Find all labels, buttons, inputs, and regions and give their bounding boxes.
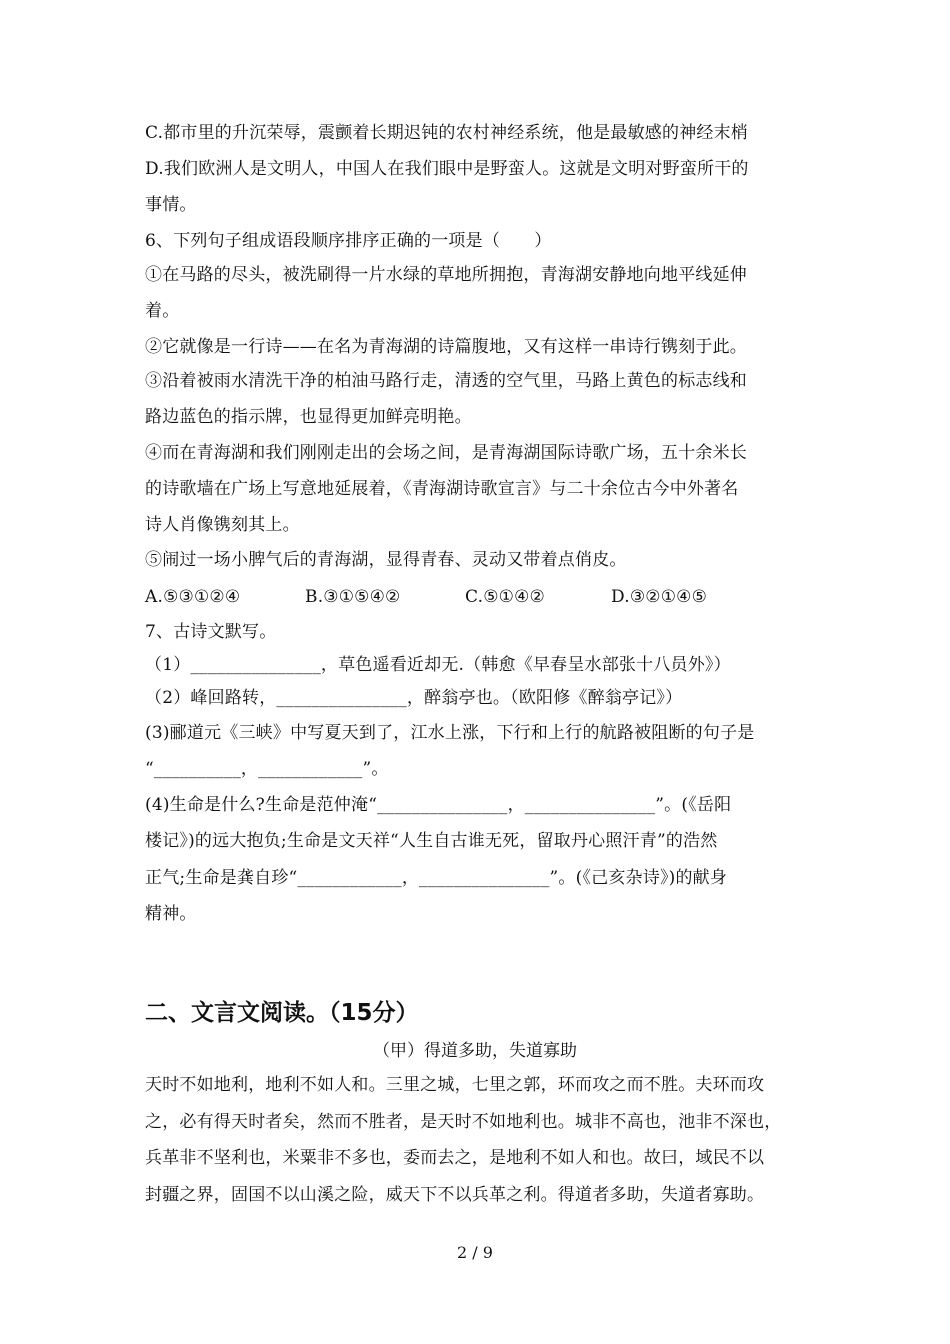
passage-title: （甲）得道多助，失道寡助 — [373, 1041, 577, 1061]
question-7-4-continuation-3: 精神。 — [145, 904, 197, 924]
sentence-4: ④而在青海湖和我们刚刚走出的会场之间，是青海湖国际诗歌广场，五十余米长 — [145, 443, 747, 463]
question-7-4-continuation-1: 楼记》)的远大抱负;生命是文天祥“人生自古谁无死，留取丹心照汗青”的浩然 — [145, 831, 718, 851]
option-d: D.③②①④⑤ — [611, 587, 708, 607]
section-title: 二、文言文阅读。（15分） — [145, 1000, 419, 1026]
question-7-title: 7、古诗文默写。 — [145, 622, 277, 642]
sentence-5: ⑤闹过一场小脾气后的青海湖，显得青春、灵动又带着点俏皮。 — [145, 550, 627, 570]
page-number: 2 / 9 — [457, 1243, 493, 1262]
question-7-1: （1）_______________，草色遥看近却无.（韩愈《早春呈水部张十八员外》） — [145, 655, 731, 675]
question-7-3-blanks: “__________，____________”。 — [145, 759, 389, 779]
passage-line-1: 天时不如地利，地利不如人和。三里之城，七里之郭，环而攻之而不胜。夫环而攻 — [145, 1075, 765, 1095]
option-c: C.⑤①④② — [465, 587, 545, 607]
question-7-2: （2）峰回路转，_______________，醉翁亭也。（欧阳修《醉翁亭记》） — [145, 688, 683, 708]
question-7-3: (3)郦道元《三峡》中写夏天到了，江水上涨，下行和上行的航路被阻断的句子是 — [145, 723, 755, 743]
passage-line-3: 兵革非不坚利也，米粟非不多也，委而去之，是地利不如人和也。故曰，域民不以 — [145, 1148, 765, 1168]
sentence-1-continuation: 着。 — [145, 301, 180, 321]
question-6-title: 6、下列句子组成语段顺序排序正确的一项是（ ） — [145, 231, 552, 251]
sentence-4-continuation-1: 的诗歌墙在广场上写意地延展着，《青海湖诗歌宣言》与二十余位古今中外著名 — [145, 479, 739, 499]
question-6-options — [145, 585, 815, 609]
option-d-continuation: 事情。 — [145, 195, 197, 215]
option-b: B.③①⑤④② — [305, 587, 401, 607]
sentence-3: ③沿着被雨水清洗干净的柏油马路行走，清透的空气里，马路上黄色的标志线和 — [145, 371, 747, 391]
passage-line-2: 之，必有得天时者矣，然而不胜者，是天时不如地利也。城非不高也，池非不深也， — [145, 1112, 782, 1132]
sentence-4-continuation-2: 诗人肖像镌刻其上。 — [145, 515, 300, 535]
option-c-line: C.都市里的升沉荣辱，震颤着长期迟钝的农村神经系统，他是最敏感的神经末梢 — [145, 123, 749, 143]
sentence-1: ①在马路的尽头，被洗刷得一片水绿的草地所拥抱，青海湖安静地向地平线延伸 — [145, 265, 747, 285]
sentence-3-continuation: 路边蓝色的指示牌，也显得更加鲜亮明艳。 — [145, 407, 472, 427]
option-a: A.⑤③①②④ — [145, 587, 241, 607]
question-7-4: (4)生命是什么?生命是范仲淹“_______________，_______________”。(《岳阳 — [145, 795, 732, 815]
sentence-2: ②它就像是一行诗——在名为青海湖的诗篇腹地，又有这样一串诗行镌刻于此。 — [145, 337, 747, 357]
question-7-4-continuation-2: 正气;生命是龚自珍“____________，_______________”。(《己亥杂诗》)的献身 — [145, 868, 728, 888]
passage-line-4: 封疆之界，固国不以山溪之险，威天下不以兵革之利。得道者多助，失道者寡助。 — [145, 1185, 765, 1205]
option-d-line: D.我们欧洲人是文明人，中国人在我们眼中是野蛮人。这就是文明对野蛮所干的 — [145, 159, 749, 179]
